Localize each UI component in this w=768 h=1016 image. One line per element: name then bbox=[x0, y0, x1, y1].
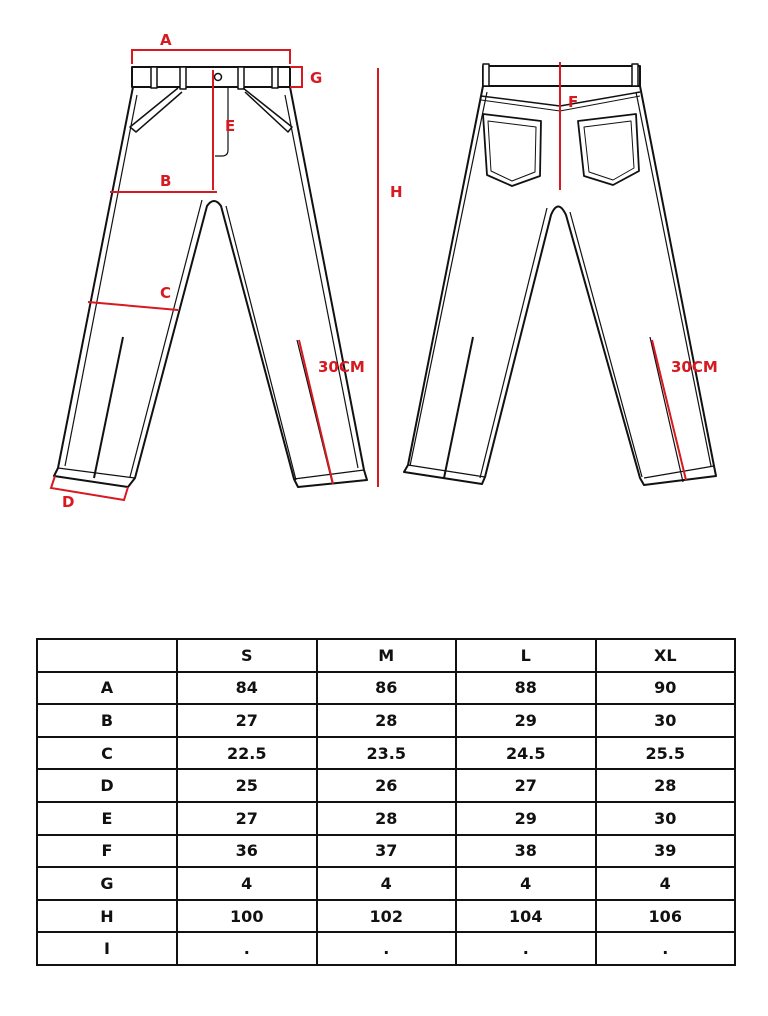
table-cell: 23.5 bbox=[317, 737, 457, 770]
table-row bbox=[37, 769, 735, 802]
table-row bbox=[37, 867, 735, 900]
row-label: C bbox=[37, 737, 177, 770]
row-label: D bbox=[37, 769, 177, 802]
table-cell: 27 bbox=[456, 769, 596, 802]
label-back-cuff: 30CM bbox=[671, 358, 718, 376]
table-row bbox=[37, 900, 735, 933]
table-cell: 100 bbox=[177, 900, 317, 933]
label-a: A bbox=[160, 31, 172, 49]
table-cell: 36 bbox=[177, 835, 317, 868]
header-cell-xl: XL bbox=[596, 639, 736, 672]
table-cell: 88 bbox=[456, 672, 596, 705]
size-chart-body bbox=[37, 639, 735, 965]
table-row bbox=[37, 672, 735, 705]
table-cell: 29 bbox=[456, 704, 596, 737]
table-cell: . bbox=[177, 932, 317, 965]
table-cell: 38 bbox=[456, 835, 596, 868]
table-cell: 25 bbox=[177, 769, 317, 802]
row-label: G bbox=[37, 867, 177, 900]
row-label: E bbox=[37, 802, 177, 835]
table-cell: 27 bbox=[177, 704, 317, 737]
table-cell: 30 bbox=[596, 802, 736, 835]
table-cell: 4 bbox=[456, 867, 596, 900]
table-cell: 29 bbox=[456, 802, 596, 835]
table-row bbox=[37, 932, 735, 965]
label-d: D bbox=[62, 493, 75, 511]
table-cell: . bbox=[456, 932, 596, 965]
row-label: I bbox=[37, 932, 177, 965]
row-label: B bbox=[37, 704, 177, 737]
table-header-row bbox=[37, 639, 735, 672]
front-measurement-lines bbox=[51, 50, 378, 500]
table-cell: 4 bbox=[596, 867, 736, 900]
table-cell: 4 bbox=[317, 867, 457, 900]
row-label: F bbox=[37, 835, 177, 868]
header-cell-l: L bbox=[456, 639, 596, 672]
table-cell: 37 bbox=[317, 835, 457, 868]
table-cell: 86 bbox=[317, 672, 457, 705]
label-b: B bbox=[160, 172, 172, 190]
label-e: E bbox=[225, 117, 236, 135]
size-chart-table bbox=[36, 638, 736, 966]
table-cell: 106 bbox=[596, 900, 736, 933]
table-cell: 84 bbox=[177, 672, 317, 705]
table-cell: 90 bbox=[596, 672, 736, 705]
table-cell: 27 bbox=[177, 802, 317, 835]
table-cell: 39 bbox=[596, 835, 736, 868]
table-cell: 104 bbox=[456, 900, 596, 933]
table-cell: 28 bbox=[317, 802, 457, 835]
row-label: A bbox=[37, 672, 177, 705]
table-row bbox=[37, 737, 735, 770]
header-cell-m: M bbox=[317, 639, 457, 672]
table-cell: 4 bbox=[177, 867, 317, 900]
table-cell: 26 bbox=[317, 769, 457, 802]
table-cell: 22.5 bbox=[177, 737, 317, 770]
table-row bbox=[37, 704, 735, 737]
front-pants-illustration bbox=[54, 67, 367, 487]
label-h: H bbox=[390, 183, 403, 201]
table-cell: 30 bbox=[596, 704, 736, 737]
header-cell-s: S bbox=[177, 639, 317, 672]
table-cell: 25.5 bbox=[596, 737, 736, 770]
label-f: F bbox=[568, 93, 579, 111]
label-g: G bbox=[310, 69, 323, 87]
table-cell: . bbox=[317, 932, 457, 965]
table-cell: 102 bbox=[317, 900, 457, 933]
table-cell: . bbox=[596, 932, 736, 965]
table-row bbox=[37, 835, 735, 868]
table-cell: 24.5 bbox=[456, 737, 596, 770]
label-c: C bbox=[160, 284, 172, 302]
table-cell: 28 bbox=[317, 704, 457, 737]
row-label: H bbox=[37, 900, 177, 933]
label-front-cuff: 30CM bbox=[318, 358, 365, 376]
table-cell: 28 bbox=[596, 769, 736, 802]
header-cell-blank bbox=[37, 639, 177, 672]
table-row bbox=[37, 802, 735, 835]
